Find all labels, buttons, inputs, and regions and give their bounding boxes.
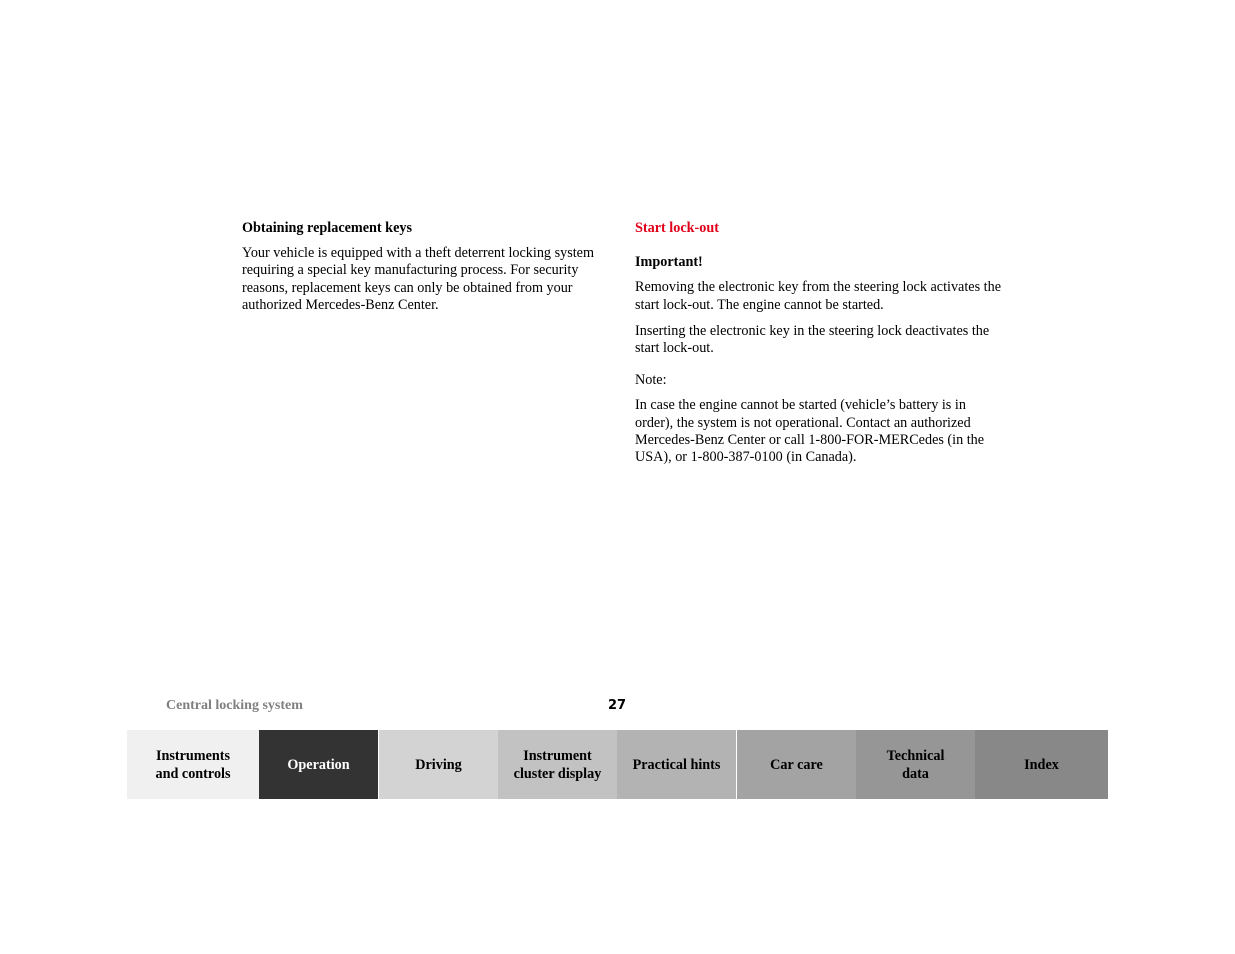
start-lockout-heading: Start lock-out xyxy=(635,220,719,236)
chapter-nav xyxy=(127,730,1108,799)
replacement-keys-text: Your vehicle is equipped with a theft deterrent locking system requiring a special key manufacturing process. For security reasons, replacement keys can only be obtained from your authorized Mercedes-Benz Center. xyxy=(242,245,594,313)
right-column xyxy=(635,220,1005,475)
tab-operation[interactable]: Operation xyxy=(259,730,378,799)
tab-instruments-and-controls[interactable]: Instruments and controls xyxy=(127,730,259,799)
tab-technical-data[interactable]: Technical data xyxy=(856,730,975,799)
tab-car-care[interactable]: Car care xyxy=(736,730,856,799)
tab-driving[interactable]: Driving xyxy=(378,730,498,799)
inserting-key-text: Inserting the electronic key in the steering lock deactivates the start lock-out. xyxy=(635,322,990,357)
tab-index[interactable]: Index xyxy=(975,730,1108,799)
important-label: Important! xyxy=(635,254,703,271)
note-text: In case the engine cannot be started (vehicle’s battery is in order), the system is not operational. Contact an authorized Mercedes-Benz Center or call 1-800-FOR-MERCedes (in the USA), or 1-800-387-0100 (in Canada). xyxy=(635,397,985,466)
tab-practical-hints[interactable]: Practical hints xyxy=(617,730,736,799)
page-number: 27 xyxy=(607,698,627,713)
left-column xyxy=(242,220,607,323)
replacement-keys-heading: Obtaining replacement keys xyxy=(242,220,412,236)
removing-key-text: Removing the electronic key from the steering lock activates the start lock-out. The engine cannot be started. xyxy=(635,279,1001,313)
section-title: Central locking system xyxy=(166,698,303,713)
note-label: Note: xyxy=(635,372,667,389)
tab-instrument-cluster-display[interactable]: Instrument cluster display xyxy=(498,730,617,799)
